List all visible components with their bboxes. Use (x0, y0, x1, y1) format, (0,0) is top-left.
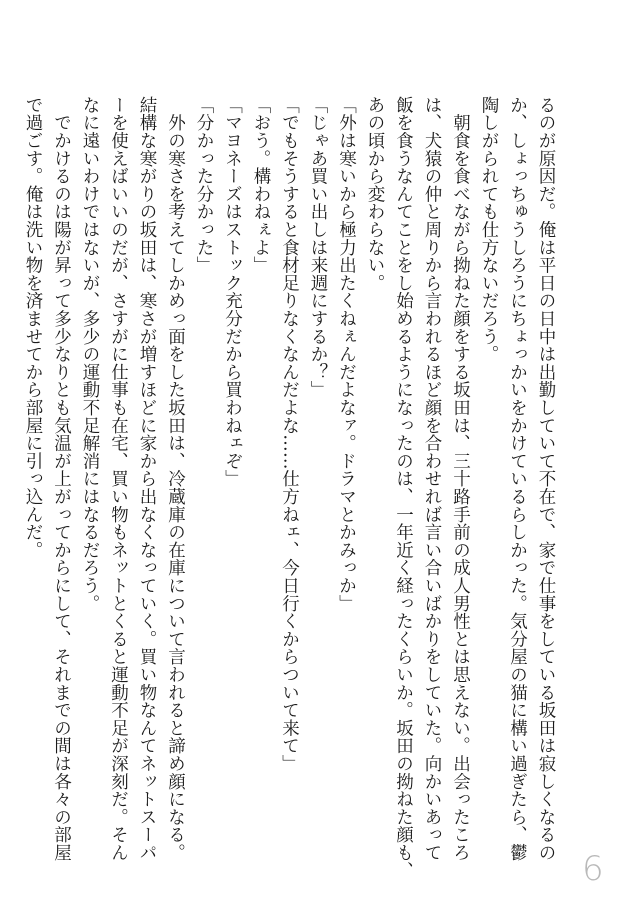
text-line: なに遠いわけではないが、多少の運動不足解消にはなるだろう。 (80, 96, 100, 613)
text-line: るのが原因だ。俺は平日の日中は出勤していて不在で、家で仕事をしている坂田は寂しくなるの (536, 96, 556, 862)
text-line: か、しょっちゅうしろうにちょっかいをかけているらしかった。気分屋の猫に構い過ぎたら、鬱 (507, 96, 528, 862)
text-line: 結構な寒がりの坂田は、寒さが増すほどに家から出なくなっていく。買い物なんてネットスーパ (137, 96, 157, 862)
text-line: あの頃から変わらない。 (365, 96, 385, 292)
text-line: で過ごす。俺は洗い物を済ませてから部屋に引っ込んだ。 (23, 96, 43, 559)
text-line: 陶しがられても仕方ないだろう。 (479, 96, 499, 363)
vertical-text-body (19, 96, 561, 880)
dialogue-line: 「じゃあ買い出しは来週にするか？」 (308, 96, 328, 399)
dialogue-line: 「マヨネーズはストック充分だから買わねェぞ」 (222, 96, 243, 488)
text-line: は、犬猿の仲と周りから言われるほど顔を合わせれば言い合いばかりをしていた。向かいあって (422, 96, 442, 862)
text-line: 飯を食うなんてことをし始めるようになったのは、一年近く経ったくらいか。坂田の拗ねた顔も、 (393, 96, 414, 880)
dialogue-line: 「外は寒いから極力出たくねぇんだよなァ。ドラマとかみっか」 (336, 96, 357, 613)
dialogue-line: 「でもそうすると食材足りなくなんだよな……仕方ねェ、今日行くからついて来て」 (279, 96, 300, 773)
text-line: 朝食を食べながら拗ねた顔をする坂田は、三十路手前の成人男性とは思えない。出会ったころ (450, 96, 471, 862)
page-number: 6 (582, 849, 604, 889)
text-line: 外の寒さを考えてしかめっ面をした坂田は、冷蔵庫の在庫について言われると諦め顔になる。 (165, 96, 186, 862)
dialogue-line: 「分かった分かった」 (194, 96, 214, 274)
text-line: でかけるのは陽が昇って多少なりとも気温が上がってからにして、それまでの間は各々の部屋 (51, 96, 72, 862)
text-line: ーを使えばいいのだが、さすがに仕事も在宅、買い物もネットとくると運動不足が深刻だ。そん (108, 96, 129, 862)
dialogue-line: 「おう。構わねぇよ」 (251, 96, 271, 274)
